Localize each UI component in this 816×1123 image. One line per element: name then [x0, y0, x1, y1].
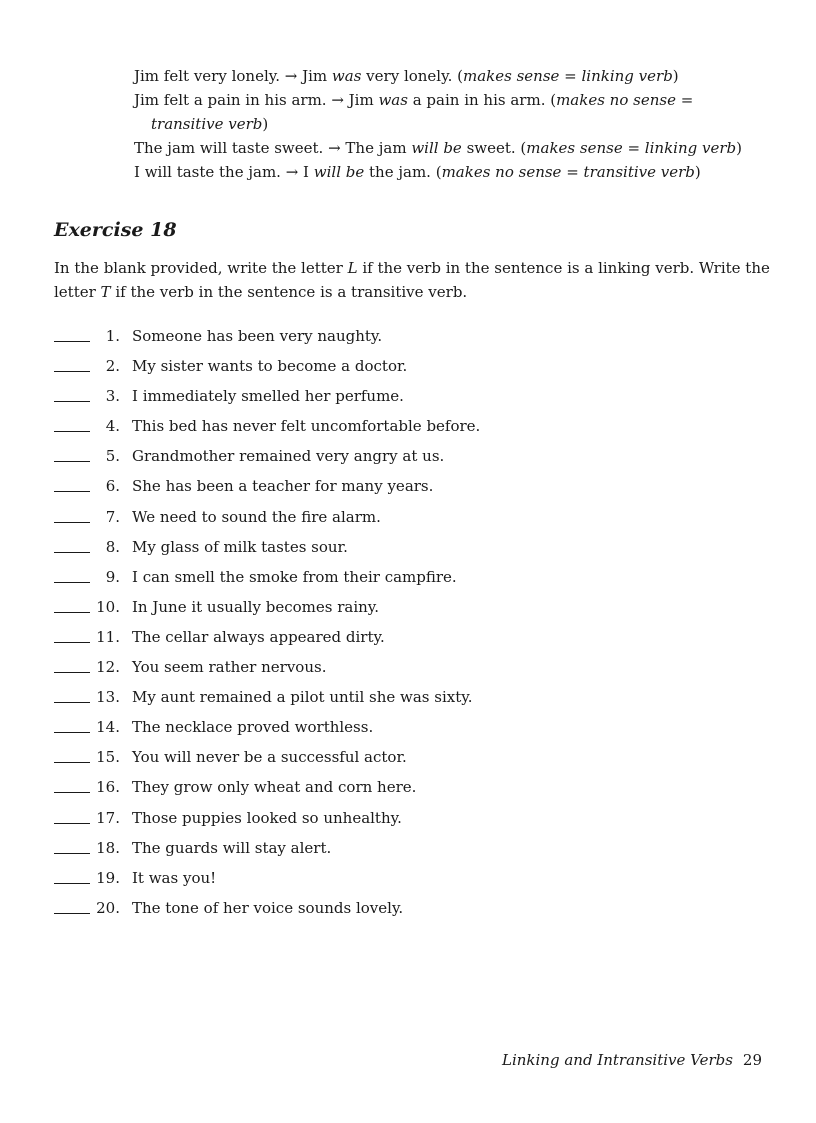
- answer-blank[interactable]: [54, 792, 90, 793]
- exercise-instructions: [54, 256, 770, 304]
- answer-blank[interactable]: [54, 612, 90, 613]
- italic-text: makes no sense = transitive verb: [441, 163, 695, 181]
- item-number: 14.: [96, 718, 120, 737]
- item-sentence: Grandmother remained very angry at us.: [132, 447, 445, 466]
- exercise-item: [54, 808, 754, 838]
- answer-blank[interactable]: [54, 762, 90, 763]
- item-sentence: She has been a teacher for many years.: [132, 477, 434, 496]
- examples-block: [134, 64, 774, 184]
- example-line: [134, 64, 774, 88]
- text-run: ): [672, 67, 679, 85]
- answer-blank[interactable]: [54, 823, 90, 824]
- item-number: 15.: [96, 748, 120, 767]
- item-number: 13.: [96, 688, 120, 707]
- item-sentence: My sister wants to become a doctor.: [132, 357, 408, 376]
- answer-blank[interactable]: [54, 672, 90, 673]
- item-number: 4.: [105, 417, 120, 436]
- item-number: 9.: [105, 567, 120, 586]
- text-run: ): [736, 139, 742, 157]
- item-number: 10.: [96, 597, 120, 616]
- answer-blank[interactable]: [54, 913, 90, 914]
- running-footer-title: Linking and Intransitive Verbs: [502, 1051, 733, 1069]
- item-sentence: They grow only wheat and corn here.: [132, 778, 417, 797]
- exercise-item: [54, 717, 754, 747]
- item-number: 12.: [96, 658, 120, 677]
- exercise-item: [54, 597, 754, 627]
- item-sentence: The guards will stay alert.: [132, 838, 332, 857]
- exercise-item: [54, 747, 754, 777]
- text-run: if the verb in the sentence is a transitive verb.: [110, 283, 468, 301]
- answer-blank[interactable]: [54, 491, 90, 492]
- exercise-item: [54, 627, 754, 657]
- item-number: 1.: [105, 327, 120, 345]
- italic-text: was: [331, 67, 362, 85]
- page-number: 29: [742, 1051, 762, 1069]
- exercise-item: [54, 657, 754, 687]
- text-run: The jam will taste sweet. → The jam: [134, 139, 412, 157]
- example-line: [134, 160, 774, 184]
- exercise-item: [54, 416, 754, 446]
- italic-text: makes sense = linking verb: [462, 67, 673, 85]
- italic-text: makes no sense =: [556, 91, 694, 109]
- item-sentence: My glass of milk tastes sour.: [132, 537, 348, 556]
- item-sentence: I can smell the smoke from their campfire.: [132, 567, 457, 586]
- exercise-item: [54, 507, 754, 537]
- text-run: the jam. (: [364, 163, 442, 181]
- text-run: ): [694, 163, 701, 181]
- item-number: 20.: [96, 898, 120, 917]
- exercise-item: [54, 476, 754, 506]
- item-sentence: It was you!: [132, 868, 217, 887]
- item-number: 19.: [96, 868, 120, 887]
- item-number: 8.: [105, 537, 120, 556]
- item-number: 7.: [105, 507, 120, 526]
- italic-text: L: [347, 259, 358, 277]
- exercise-item: [54, 838, 754, 868]
- text-run: ): [262, 115, 269, 133]
- answer-blank[interactable]: [54, 461, 90, 462]
- italic-text: transitive verb: [151, 115, 263, 133]
- answer-blank[interactable]: [54, 401, 90, 402]
- answer-blank[interactable]: [54, 853, 90, 854]
- example-line: [134, 88, 774, 112]
- item-sentence: You will never be a successful actor.: [132, 748, 407, 767]
- exercise-item: [54, 898, 754, 928]
- item-sentence: In June it usually becomes rainy.: [132, 597, 380, 616]
- item-number: 11.: [96, 627, 120, 646]
- answer-blank[interactable]: [54, 883, 90, 884]
- item-sentence: Those puppies looked so unhealthy.: [132, 808, 402, 827]
- answer-blank[interactable]: [54, 582, 90, 583]
- answer-blank[interactable]: [54, 522, 90, 523]
- exercise-item: [54, 567, 754, 597]
- item-number: 5.: [105, 447, 120, 466]
- answer-blank[interactable]: [54, 371, 90, 372]
- italic-text: makes sense = linking verb: [526, 139, 737, 157]
- item-sentence: I immediately smelled her perfume.: [132, 387, 404, 406]
- example-line: [134, 136, 774, 160]
- item-sentence: You seem rather nervous.: [132, 658, 327, 677]
- answer-blank[interactable]: [54, 431, 90, 432]
- item-sentence: Someone has been very naughty.: [132, 327, 383, 345]
- answer-blank[interactable]: [54, 732, 90, 733]
- exercise-item: [54, 446, 754, 476]
- item-sentence: My aunt remained a pilot until she was sixty.: [132, 688, 473, 707]
- example-line: [134, 112, 774, 136]
- item-number: 18.: [96, 838, 120, 857]
- italic-text: was: [378, 91, 408, 109]
- text-run: sweet. (: [461, 139, 527, 157]
- exercise-item: [54, 326, 754, 356]
- item-sentence: The necklace proved worthless.: [132, 718, 374, 737]
- italic-text: T: [100, 283, 111, 301]
- text-run: In the blank provided, write the letter: [54, 259, 348, 277]
- exercise-item: [54, 386, 754, 416]
- item-sentence: The tone of her voice sounds lovely.: [132, 898, 404, 917]
- item-sentence: The cellar always appeared dirty.: [132, 627, 385, 646]
- text-run: if the verb in the sentence is a linking verb. Write the letter: [54, 259, 770, 301]
- exercise-items-list: [54, 326, 754, 928]
- item-number: 3.: [105, 387, 120, 406]
- text-run: Jim felt a pain in his arm. → Jim: [134, 91, 379, 109]
- exercise-item: [54, 687, 754, 717]
- answer-blank[interactable]: [54, 341, 90, 342]
- exercise-item: [54, 868, 754, 898]
- italic-text: will be: [313, 163, 365, 181]
- text-run: very lonely. (: [361, 67, 463, 85]
- text-run: a pain in his arm. (: [407, 91, 557, 109]
- item-number: 6.: [105, 477, 120, 496]
- italic-text: will be: [411, 139, 462, 157]
- answer-blank[interactable]: [54, 642, 90, 643]
- item-number: 16.: [96, 778, 120, 797]
- item-number: 2.: [105, 357, 120, 376]
- exercise-item: [54, 537, 754, 567]
- exercise-item: [54, 777, 754, 807]
- exercise-heading: Exercise 18: [54, 219, 177, 241]
- answer-blank[interactable]: [54, 702, 90, 703]
- answer-blank[interactable]: [54, 552, 90, 553]
- item-number: 17.: [96, 808, 120, 827]
- text-run: I will taste the jam. → I: [134, 163, 314, 181]
- item-sentence: We need to sound the fire alarm.: [132, 507, 381, 526]
- exercise-item: [54, 356, 754, 386]
- item-sentence: This bed has never felt uncomfortable before.: [132, 417, 481, 436]
- text-run: Jim felt very lonely. → Jim: [134, 67, 332, 85]
